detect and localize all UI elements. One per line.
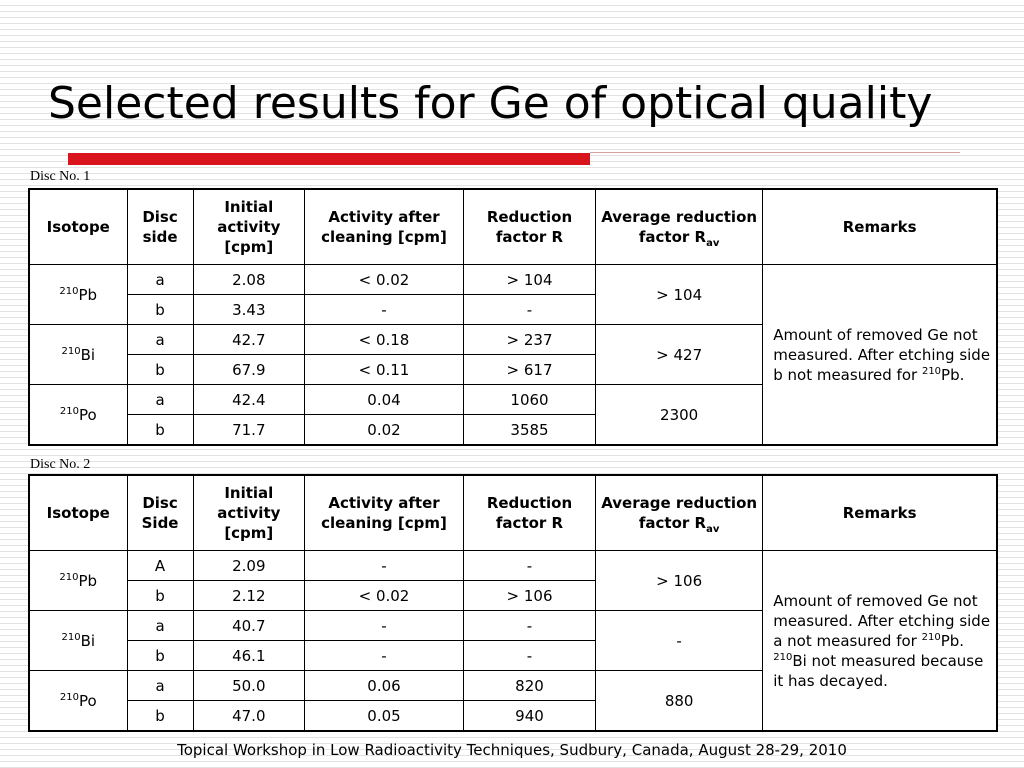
isotope-cell — [29, 325, 127, 385]
isotope-mass: 210 — [59, 285, 79, 297]
disc1-label: Disc No. 1 — [30, 169, 91, 184]
reduction-factor-cell: > 617 — [463, 355, 595, 385]
table-row — [29, 551, 997, 581]
initial-activity-cell: 42.4 — [193, 385, 304, 415]
average-reduction-cell: - — [596, 611, 763, 671]
remarks-cell — [763, 551, 997, 732]
side-cell: a — [127, 671, 193, 701]
activity-after-cell: 0.02 — [305, 415, 464, 446]
activity-after-cell: < 0.02 — [305, 581, 464, 611]
isotope-symbol: Bi — [80, 345, 96, 364]
initial-activity-cell: 42.7 — [193, 325, 304, 355]
header-remarks: Remarks — [763, 475, 997, 551]
header-isotope: Isotope — [29, 189, 127, 265]
remarks-isotope-symbol: Pb. — [941, 365, 965, 384]
initial-activity-cell: 47.0 — [193, 701, 304, 732]
header-initial-activity: Initial activity [cpm] — [193, 189, 304, 265]
side-cell: a — [127, 385, 193, 415]
initial-activity-cell: 2.08 — [193, 265, 304, 295]
isotope-cell — [29, 265, 127, 325]
initial-activity-cell: 2.09 — [193, 551, 304, 581]
slide-title: Selected results for Ge of optical quality — [48, 78, 933, 129]
header-average-reduction-factor — [596, 475, 763, 551]
isotope-mass: 210 — [59, 405, 79, 417]
side-cell: a — [127, 265, 193, 295]
activity-after-cell: < 0.11 — [305, 355, 464, 385]
activity-after-cell: 0.06 — [305, 671, 464, 701]
activity-after-cell: < 0.02 — [305, 265, 464, 295]
isotope-symbol: Pb — [78, 285, 98, 304]
disc2-label: Disc No. 2 — [30, 457, 91, 472]
isotope-mass: 210 — [59, 691, 79, 703]
reduction-factor-cell: - — [463, 641, 595, 671]
isotope-mass: 210 — [59, 571, 79, 583]
footer-text: Topical Workshop in Low Radioactivity Techniques, Sudbury, Canada, August 28-29, 2010 — [177, 741, 847, 759]
table-header-row — [29, 189, 997, 265]
reduction-factor-cell: > 237 — [463, 325, 595, 355]
isotope-cell — [29, 671, 127, 732]
remarks-cell — [763, 265, 997, 446]
remarks-text: Amount of removed Ge not measured. After etching side b not measured for — [773, 325, 991, 384]
activity-after-cell: 0.05 — [305, 701, 464, 732]
initial-activity-cell: 67.9 — [193, 355, 304, 385]
header-initial-activity: Initial activity [cpm] — [193, 475, 304, 551]
side-cell: a — [127, 611, 193, 641]
activity-after-cell: 0.04 — [305, 385, 464, 415]
activity-after-cell: - — [305, 551, 464, 581]
header-average-text: Average reduction factor R — [601, 208, 758, 246]
title-accent-bar — [68, 153, 590, 165]
side-cell: A — [127, 551, 193, 581]
isotope-symbol: Bi — [80, 631, 96, 650]
header-isotope: Isotope — [29, 475, 127, 551]
side-cell: b — [127, 701, 193, 732]
reduction-factor-cell: 3585 — [463, 415, 595, 446]
header-average-subscript: av — [706, 238, 720, 249]
isotope-cell — [29, 611, 127, 671]
table-row — [29, 265, 997, 295]
initial-activity-cell: 71.7 — [193, 415, 304, 446]
header-reduction-factor: Reduction factor R — [463, 189, 595, 265]
header-average-reduction-factor — [596, 189, 763, 265]
isotope-symbol: Po — [78, 405, 97, 424]
side-cell: b — [127, 581, 193, 611]
header-average-subscript: av — [706, 524, 720, 535]
reduction-factor-cell: - — [463, 551, 595, 581]
reduction-factor-cell: > 106 — [463, 581, 595, 611]
activity-after-cell: < 0.18 — [305, 325, 464, 355]
remarks-isotope-mass-2: 210 — [773, 651, 793, 663]
isotope-symbol: Pb — [78, 571, 98, 590]
header-remarks: Remarks — [763, 189, 997, 265]
disc2-results-table — [28, 474, 998, 732]
reduction-factor-cell: > 104 — [463, 265, 595, 295]
remarks-isotope-mass: 210 — [921, 365, 942, 377]
initial-activity-cell: 50.0 — [193, 671, 304, 701]
isotope-symbol: Po — [78, 691, 97, 710]
isotope-mass: 210 — [61, 631, 81, 643]
reduction-factor-cell: 940 — [463, 701, 595, 732]
initial-activity-cell: 3.43 — [193, 295, 304, 325]
reduction-factor-cell: 1060 — [463, 385, 595, 415]
initial-activity-cell: 40.7 — [193, 611, 304, 641]
remarks-isotope-symbol: Pb. — [940, 631, 965, 650]
side-cell: b — [127, 295, 193, 325]
reduction-factor-cell: - — [463, 611, 595, 641]
initial-activity-cell: 46.1 — [193, 641, 304, 671]
average-reduction-cell: 880 — [596, 671, 763, 732]
header-disc-side: Disc Side — [127, 475, 193, 551]
average-reduction-cell: 2300 — [596, 385, 763, 446]
side-cell: b — [127, 355, 193, 385]
title-accent-line — [590, 152, 960, 153]
isotope-cell — [29, 385, 127, 446]
disc1-results-table — [28, 188, 998, 446]
side-cell: a — [127, 325, 193, 355]
header-disc-side: Disc side — [127, 189, 193, 265]
side-cell: b — [127, 415, 193, 446]
remarks-isotope-mass: 210 — [921, 631, 941, 643]
average-reduction-cell: > 104 — [596, 265, 763, 325]
header-reduction-factor: Reduction factor R — [463, 475, 595, 551]
isotope-cell — [29, 551, 127, 611]
header-activity-after-cleaning: Activity after cleaning [cpm] — [305, 475, 464, 551]
reduction-factor-cell: - — [463, 295, 595, 325]
remarks-text: Amount of removed Ge not measured. After etching side a not measured for — [773, 591, 991, 650]
activity-after-cell: - — [305, 611, 464, 641]
header-activity-after-cleaning: Activity after cleaning [cpm] — [305, 189, 464, 265]
initial-activity-cell: 2.12 — [193, 581, 304, 611]
average-reduction-cell: > 106 — [596, 551, 763, 611]
side-cell: b — [127, 641, 193, 671]
reduction-factor-cell: 820 — [463, 671, 595, 701]
table-header-row — [29, 475, 997, 551]
activity-after-cell: - — [305, 295, 464, 325]
isotope-mass: 210 — [61, 345, 81, 357]
activity-after-cell: - — [305, 641, 464, 671]
average-reduction-cell: > 427 — [596, 325, 763, 385]
remarks-text-2: Bi not measured because it has decayed. — [773, 651, 984, 690]
header-average-text: Average reduction factor R — [601, 494, 758, 532]
